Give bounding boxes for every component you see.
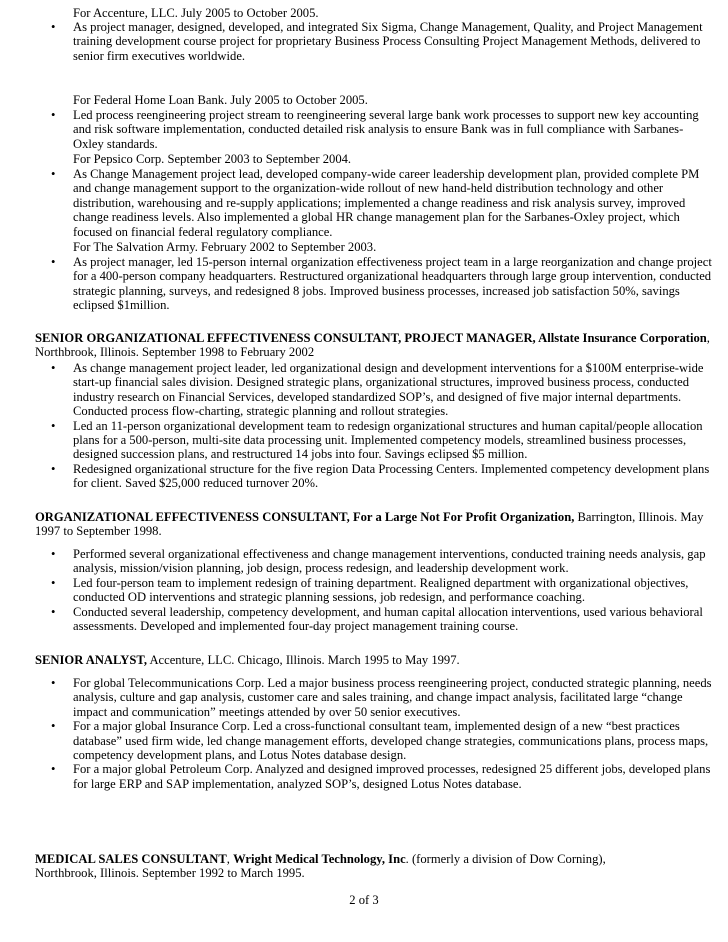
list-item-text: As change management project leader, led organizational design and development interventions for a $100M enterprise-wide start-up financial sales division. Designed strategic plans, organizational structures, improved business process, conducted industry research on Financial Services, developed standardized SOP’s, and designed of five major internal departments. Conducted process flow-charting, strategic planning and rollout strategies. [73,361,704,419]
job-location-dates: Northbrook, Illinois. September 1992 to March 1995. [35,866,305,881]
job-title-bold: ORGANIZATIONAL EFFECTIVENESS CONSULTANT, For a Large Not For Profit Organization, [35,510,575,524]
list-item-text: Performed several organizational effectiveness and change management interventions, conducted training needs analysis, gap analysis, mission/vision planning, job design, process redesign, and leadership development work. [73,547,706,576]
list-item [50,719,714,762]
list-item [50,462,714,491]
list-item-text: Conducted several leadership, competency development, and human capital allocation interventions, used various behavioral assessments. Developed and implemented four-day project management training course. [73,604,703,634]
list-item-text: For a major global Petroleum Corp. Analyzed and designed improved processes, redesigned 25 different jobs, developed plans for large ERP and SAP implementation, analyzed SOP’s, designed Lotus Notes database. [73,762,711,791]
bullet-group [50,108,714,151]
bullet-icon: • [51,418,56,433]
bullet-icon: • [51,719,56,734]
engagement-heading: For The Salvation Army. February 2002 to September 2003. [73,240,377,254]
page-number: 2 of 3 [349,893,379,907]
list-item [50,167,714,239]
list-item-text: For a major global Insurance Corp. Led a cross-functional consultant team, implemented design of a new “best practices database” used firm wide, led change management efforts, developed change strategies, communications plans, process maps, competency development plans, and Lotus Notes database design. [73,719,709,763]
list-item-text: As project manager, designed, developed, and integrated Six Sigma, Change Management, Quality, and Project Management training development course project for proprietary Business Process Consulting Project Management Methods, delivered to senior firm executives worldwide. [73,20,703,63]
list-item [50,108,714,151]
job-title-details: , Northbrook, Illinois. September 1998 to February 2002 [35,331,710,360]
bullet-icon: • [51,604,56,619]
bullet-icon: • [51,20,56,34]
job-title [35,331,715,360]
list-item-text: Led four-person team to implement redesign of training department. Realigned department with organizational objectives, conducted OD interventions and strategic planning sessions, job redesign, and performance coaching. [73,575,689,605]
bullet-group [50,167,714,239]
job-title-bold: MEDICAL SALES CONSULTANT [35,852,227,866]
list-item [50,20,714,63]
list-item-text: For global Telecommunications Corp. Led a major business process reengineering project, conducted strategic planning, needs analysis, culture and gap analysis, customer care and sales training, and change impact analysis, facilitated large “change impact and communication” meetings attended by over 50 senior executives. [73,676,712,719]
list-item [50,255,714,313]
list-item-text: As project manager, led 15-person internal organization effectiveness project team in a large reorganization and change project for a 400-person company headquarters. Restructured organizational headquarters through large group intervention, conducted strategic planning, surveys, and redesigned 8 jobs. Improved business processes, increased job satisfaction 50%, savings eclipsed $1million. [73,255,712,313]
bullet-icon: • [51,461,56,476]
job-title-details: Barrington, Illinois. May 1997 to September 1998. [35,510,704,539]
engagement-heading: For Accenture, LLC. July 2005 to October 2005. [73,6,319,20]
list-item [50,605,714,634]
list-item [50,576,714,605]
list-item [50,676,714,719]
job-title [35,852,715,881]
job-title [35,510,715,539]
list-item-text: Led process reengineering project stream to reengineering several large bank work processes to support new key accounting and risk software implementation, conducted detailed risk analysis to ensure Bank was in full compliance with Sarbanes-Oxley standards. [73,108,699,151]
list-item-text: Led an 11-person organizational development team to redesign organizational structures and human capital/people allocation plans for a 500-person, multi-site data processing unit. Implemented competency models, streamlined business processes, designed succession plans, and restructured 14 jobs into four. Savings eclipsed $5 million. [73,418,703,462]
bullet-group [50,361,714,491]
bullet-group [50,676,714,791]
bullet-group [50,255,714,313]
bullet-group [50,20,714,63]
bullet-icon: • [51,255,56,269]
job-title-bold: SENIOR ANALYST, [35,653,147,667]
job-title-bold: SENIOR ORGANIZATIONAL EFFECTIVENESS CONSULTANT, PROJECT MANAGER, Allstate Insurance Corporation [35,331,707,345]
job-title [35,653,715,667]
list-item-text: As Change Management project lead, developed company-wide career leadership development plan, provided complete PM and change management support to the organization-wide rollout of new hand-held distribution technology and other distribution, warehousing and re-supply applications; implemented a change readiness and risk analysis survey, improved change readiness levels. Also implemented a global HR change management plan for the Sarbanes-Oxley project, which focused on financial federal regulatory compliance. [73,167,700,239]
job-title-details: Accenture, LLC. Chicago, Illinois. March 1995 to May 1997. [146,653,460,667]
bullet-icon: • [51,676,56,690]
bullet-icon: • [51,575,56,590]
bullet-group [50,547,714,633]
bullet-icon: • [51,547,56,561]
bullet-icon: • [51,108,56,122]
list-item-text: Redesigned organizational structure for the five region Data Processing Centers. Implemented competency development plans for client. Saved $25,000 reduced turnover 20%. [73,461,710,491]
list-item [50,419,714,462]
company-name: Wright Medical Technology, Inc [233,852,406,866]
list-item [50,762,714,791]
job-title-separator: , [226,852,234,866]
job-title-details: . (formerly a division of Dow Corning), [405,852,606,866]
engagement-heading: For Pepsico Corp. September 2003 to September 2004. [73,152,352,166]
list-item [50,361,714,419]
bullet-icon: • [51,167,56,181]
engagement-heading: For Federal Home Loan Bank. July 2005 to October 2005. [73,93,368,107]
list-item [50,547,714,576]
bullet-icon: • [51,361,56,375]
bullet-icon: • [51,762,56,777]
